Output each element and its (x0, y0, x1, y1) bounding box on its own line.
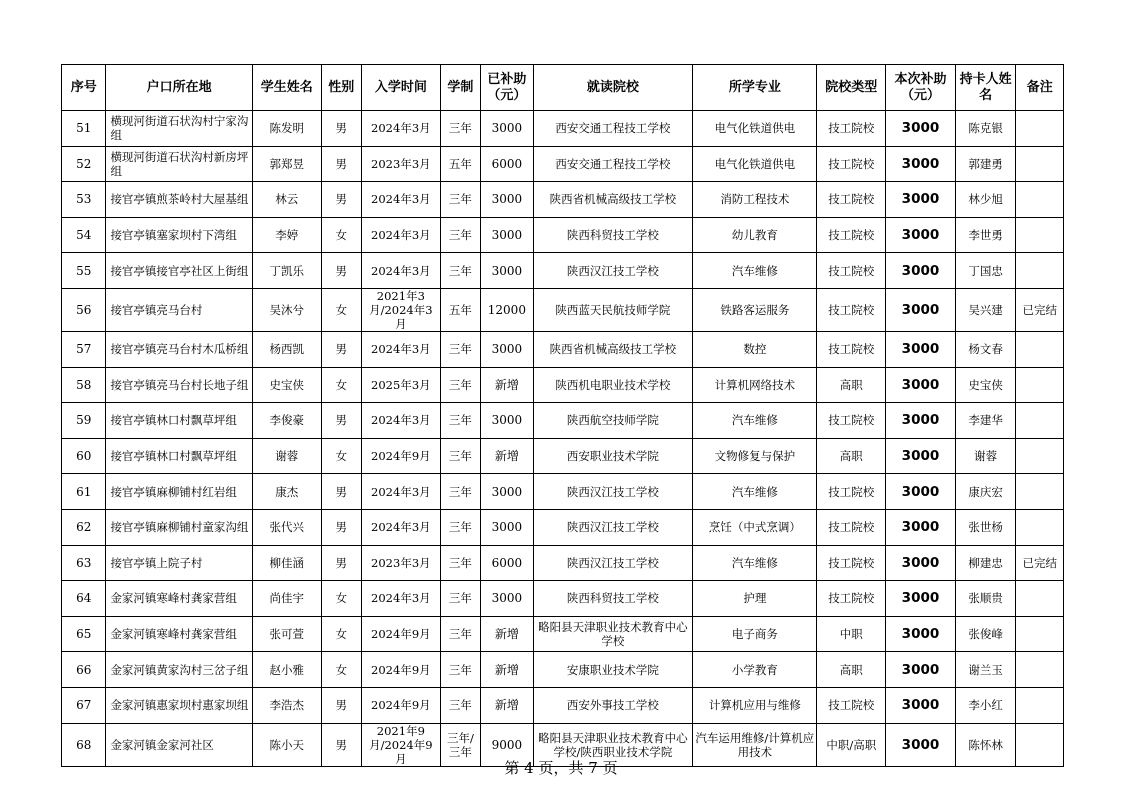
cell-note: 已完结 (1016, 545, 1064, 581)
cell-address: 接官亭镇亮马台村长地子组 (106, 367, 252, 403)
cell-current-amount: 3000 (886, 687, 956, 723)
cell-student-name: 林云 (252, 182, 321, 218)
cell-school: 陕西蓝天民航技师学院 (533, 288, 693, 331)
cell-duration: 三年 (440, 111, 480, 147)
cell-cardholder: 陈怀林 (955, 723, 1016, 766)
header-cell-paid: 已补助（元） (481, 65, 534, 111)
cell-student-name: 尚佳宇 (252, 581, 321, 617)
table-row (62, 253, 1064, 289)
cell-major: 数控 (693, 331, 817, 367)
cell-no: 58 (62, 367, 106, 403)
header-cell-amount: 本次补助（元） (886, 65, 956, 111)
cell-gender: 女 (321, 581, 361, 617)
cell-school: 西安职业技术学院 (533, 438, 693, 474)
cell-school-type: 技工院校 (817, 403, 886, 439)
cell-cardholder: 谢兰玉 (955, 652, 1016, 688)
cell-student-name: 柳佳涵 (252, 545, 321, 581)
table-row (62, 182, 1064, 218)
cell-paid-amount: 6000 (481, 545, 534, 581)
cell-paid-amount: 3000 (481, 403, 534, 439)
cell-no: 60 (62, 438, 106, 474)
cell-school: 陕西汉江技工学校 (533, 545, 693, 581)
cell-address: 金家河镇黄家沟村三岔子组 (106, 652, 252, 688)
cell-paid-amount: 新增 (481, 438, 534, 474)
cell-enroll-date: 2021年9月/2024年9月 (361, 723, 440, 766)
cell-note (1016, 616, 1064, 652)
cell-note: 已完结 (1016, 288, 1064, 331)
cell-duration: 三年 (440, 367, 480, 403)
cell-student-name: 陈发明 (252, 111, 321, 147)
cell-school-type: 技工院校 (817, 111, 886, 147)
cell-major: 汽车维修 (693, 253, 817, 289)
cell-school-type: 技工院校 (817, 217, 886, 253)
cell-school: 陕西机电职业技术学校 (533, 367, 693, 403)
cell-student-name: 杨西凯 (252, 331, 321, 367)
cell-school-type: 高职 (817, 652, 886, 688)
cell-school-type: 技工院校 (817, 253, 886, 289)
cell-cardholder: 林少旭 (955, 182, 1016, 218)
cell-current-amount: 3000 (886, 288, 956, 331)
cell-cardholder: 陈克银 (955, 111, 1016, 147)
header-cell-duration: 学制 (440, 65, 480, 111)
cell-cardholder: 张俊峰 (955, 616, 1016, 652)
cell-gender: 男 (321, 403, 361, 439)
cell-gender: 男 (321, 723, 361, 766)
cell-school-type: 高职 (817, 438, 886, 474)
cell-no: 57 (62, 331, 106, 367)
cell-major: 文物修复与保护 (693, 438, 817, 474)
cell-enroll-date: 2024年9月 (361, 687, 440, 723)
cell-student-name: 张代兴 (252, 509, 321, 545)
cell-current-amount: 3000 (886, 146, 956, 182)
cell-school: 安康职业技术学院 (533, 652, 693, 688)
cell-cardholder: 李建华 (955, 403, 1016, 439)
cell-paid-amount: 3000 (481, 253, 534, 289)
cell-school-type: 技工院校 (817, 474, 886, 510)
cell-note (1016, 403, 1064, 439)
cell-note (1016, 687, 1064, 723)
table-row (62, 403, 1064, 439)
header-cell-address: 户口所在地 (106, 65, 252, 111)
cell-school: 陕西省机械高级技工学校 (533, 331, 693, 367)
cell-student-name: 李俊豪 (252, 403, 321, 439)
cell-duration: 三年 (440, 253, 480, 289)
cell-address: 接官亭镇亮马台村 (106, 288, 252, 331)
cell-enroll-date: 2024年3月 (361, 217, 440, 253)
cell-school-type: 技工院校 (817, 182, 886, 218)
cell-current-amount: 3000 (886, 474, 956, 510)
footer-suffix: 页 (602, 759, 618, 777)
header-cell-note: 备注 (1016, 65, 1064, 111)
cell-major: 幼儿教育 (693, 217, 817, 253)
cell-no: 52 (62, 146, 106, 182)
cell-paid-amount: 3000 (481, 217, 534, 253)
cell-note (1016, 509, 1064, 545)
cell-no: 68 (62, 723, 106, 766)
cell-address: 接官亭镇林口村飘草坪组 (106, 403, 252, 439)
table-row (62, 509, 1064, 545)
cell-gender: 男 (321, 474, 361, 510)
header-cell-enroll: 入学时间 (361, 65, 440, 111)
cell-address: 金家河镇惠家坝村惠家坝组 (106, 687, 252, 723)
cell-address: 接官亭镇麻柳铺村童家沟组 (106, 509, 252, 545)
cell-no: 64 (62, 581, 106, 617)
footer-page-number: 4 (524, 759, 534, 777)
cell-major: 电气化铁道供电 (693, 146, 817, 182)
cell-address: 金家河镇金家河社区 (106, 723, 252, 766)
cell-address: 接官亭镇麻柳铺村红岩组 (106, 474, 252, 510)
cell-gender: 女 (321, 616, 361, 652)
cell-current-amount: 3000 (886, 545, 956, 581)
cell-no: 61 (62, 474, 106, 510)
cell-gender: 男 (321, 545, 361, 581)
cell-paid-amount: 新增 (481, 652, 534, 688)
subsidy-table (61, 64, 1064, 767)
header-cell-no: 序号 (62, 65, 106, 111)
cell-school: 陕西汉江技工学校 (533, 474, 693, 510)
cell-school: 陕西汉江技工学校 (533, 253, 693, 289)
cell-address: 接官亭镇上院子村 (106, 545, 252, 581)
table-row (62, 474, 1064, 510)
cell-school: 略阳县天津职业技术教育中心学校/陕西职业技术学院 (533, 723, 693, 766)
cell-school-type: 技工院校 (817, 146, 886, 182)
cell-current-amount: 3000 (886, 217, 956, 253)
cell-duration: 三年 (440, 438, 480, 474)
cell-no: 53 (62, 182, 106, 218)
cell-duration: 五年 (440, 288, 480, 331)
cell-duration: 三年 (440, 217, 480, 253)
cell-school-type: 技工院校 (817, 509, 886, 545)
cell-school: 西安交通工程技工学校 (533, 146, 693, 182)
table-row (62, 288, 1064, 331)
cell-duration: 三年 (440, 331, 480, 367)
cell-note (1016, 146, 1064, 182)
cell-cardholder: 张顺贵 (955, 581, 1016, 617)
cell-no: 55 (62, 253, 106, 289)
table-row (62, 331, 1064, 367)
cell-note (1016, 182, 1064, 218)
cell-student-name: 赵小雅 (252, 652, 321, 688)
footer-prefix: 第 (504, 759, 520, 777)
cell-student-name: 郭郑昱 (252, 146, 321, 182)
cell-paid-amount: 3000 (481, 182, 534, 218)
cell-no: 66 (62, 652, 106, 688)
cell-duration: 三年 (440, 474, 480, 510)
cell-major: 汽车运用维修/计算机应用技术 (693, 723, 817, 766)
cell-student-name: 李浩杰 (252, 687, 321, 723)
cell-school-type: 中职 (817, 616, 886, 652)
cell-note (1016, 331, 1064, 367)
cell-address: 金家河镇寒峰村龚家营组 (106, 616, 252, 652)
cell-address: 接官亭镇亮马台村木瓜桥组 (106, 331, 252, 367)
cell-enroll-date: 2024年9月 (361, 438, 440, 474)
cell-paid-amount: 3000 (481, 474, 534, 510)
cell-paid-amount: 3000 (481, 331, 534, 367)
table-row (62, 687, 1064, 723)
cell-paid-amount: 3000 (481, 111, 534, 147)
cell-enroll-date: 2024年3月 (361, 182, 440, 218)
table-row (62, 652, 1064, 688)
cell-cardholder: 谢蓉 (955, 438, 1016, 474)
table-row (62, 616, 1064, 652)
footer-mid: 页，共 (538, 759, 584, 777)
cell-student-name: 康杰 (252, 474, 321, 510)
cell-major: 烹饪（中式烹调） (693, 509, 817, 545)
cell-gender: 女 (321, 652, 361, 688)
cell-no: 59 (62, 403, 106, 439)
cell-paid-amount: 新增 (481, 367, 534, 403)
cell-paid-amount: 3000 (481, 581, 534, 617)
cell-gender: 男 (321, 111, 361, 147)
cell-address: 横现河街道石状沟村新房坪组 (106, 146, 252, 182)
cell-gender: 男 (321, 146, 361, 182)
cell-cardholder: 李小红 (955, 687, 1016, 723)
cell-duration: 三年 (440, 182, 480, 218)
cell-duration: 三年/三年 (440, 723, 480, 766)
cell-cardholder: 吴兴建 (955, 288, 1016, 331)
cell-current-amount: 3000 (886, 182, 956, 218)
cell-cardholder: 柳建忠 (955, 545, 1016, 581)
cell-enroll-date: 2023年3月 (361, 146, 440, 182)
cell-no: 51 (62, 111, 106, 147)
cell-no: 65 (62, 616, 106, 652)
footer-total-pages: 7 (588, 759, 598, 777)
table-row (62, 438, 1064, 474)
cell-paid-amount: 9000 (481, 723, 534, 766)
cell-no: 54 (62, 217, 106, 253)
cell-school-type: 中职/高职 (817, 723, 886, 766)
cell-duration: 三年 (440, 687, 480, 723)
table-row (62, 545, 1064, 581)
cell-duration: 三年 (440, 403, 480, 439)
cell-duration: 三年 (440, 616, 480, 652)
cell-note (1016, 581, 1064, 617)
cell-enroll-date: 2024年3月 (361, 581, 440, 617)
cell-gender: 男 (321, 331, 361, 367)
cell-address: 横现河街道石状沟村宁家沟组 (106, 111, 252, 147)
cell-school-type: 技工院校 (817, 581, 886, 617)
cell-enroll-date: 2021年3月/2024年3月 (361, 288, 440, 331)
header-cell-type: 院校类型 (817, 65, 886, 111)
cell-student-name: 陈小天 (252, 723, 321, 766)
cell-address: 接官亭镇塞家坝村下湾组 (106, 217, 252, 253)
cell-major: 计算机应用与维修 (693, 687, 817, 723)
cell-gender: 男 (321, 182, 361, 218)
table-row (62, 581, 1064, 617)
cell-cardholder: 丁国忠 (955, 253, 1016, 289)
cell-school-type: 技工院校 (817, 288, 886, 331)
header-cell-name: 学生姓名 (252, 65, 321, 111)
cell-enroll-date: 2024年3月 (361, 253, 440, 289)
cell-paid-amount: 6000 (481, 146, 534, 182)
cell-major: 铁路客运服务 (693, 288, 817, 331)
cell-address: 金家河镇寒峰村龚家营组 (106, 581, 252, 617)
table-row (62, 217, 1064, 253)
cell-major: 电子商务 (693, 616, 817, 652)
cell-gender: 男 (321, 687, 361, 723)
cell-enroll-date: 2023年3月 (361, 545, 440, 581)
cell-student-name: 吴沐兮 (252, 288, 321, 331)
cell-current-amount: 3000 (886, 723, 956, 766)
cell-enroll-date: 2025年3月 (361, 367, 440, 403)
cell-school: 西安外事技工学校 (533, 687, 693, 723)
cell-cardholder: 杨文春 (955, 331, 1016, 367)
cell-gender: 女 (321, 438, 361, 474)
cell-school-type: 技工院校 (817, 545, 886, 581)
cell-cardholder: 康庆宏 (955, 474, 1016, 510)
cell-gender: 女 (321, 288, 361, 331)
cell-paid-amount: 新增 (481, 687, 534, 723)
cell-note (1016, 438, 1064, 474)
header-row (62, 65, 1064, 111)
cell-cardholder: 史宝侠 (955, 367, 1016, 403)
cell-current-amount: 3000 (886, 367, 956, 403)
cell-major: 小学教育 (693, 652, 817, 688)
cell-paid-amount: 新增 (481, 616, 534, 652)
cell-current-amount: 3000 (886, 652, 956, 688)
cell-enroll-date: 2024年3月 (361, 474, 440, 510)
cell-school-type: 高职 (817, 367, 886, 403)
cell-gender: 女 (321, 367, 361, 403)
cell-school: 陕西汉江技工学校 (533, 509, 693, 545)
cell-note (1016, 111, 1064, 147)
table-row (62, 367, 1064, 403)
cell-current-amount: 3000 (886, 616, 956, 652)
header-cell-major: 所学专业 (693, 65, 817, 111)
cell-school: 西安交通工程技工学校 (533, 111, 693, 147)
cell-duration: 三年 (440, 652, 480, 688)
cell-no: 67 (62, 687, 106, 723)
cell-enroll-date: 2024年3月 (361, 331, 440, 367)
cell-address: 接官亭镇接官亭社区上街组 (106, 253, 252, 289)
header-cell-gender: 性别 (321, 65, 361, 111)
cell-current-amount: 3000 (886, 331, 956, 367)
cell-current-amount: 3000 (886, 581, 956, 617)
cell-school: 陕西航空技师学院 (533, 403, 693, 439)
header-cell-holder: 持卡人姓名 (955, 65, 1016, 111)
cell-student-name: 张可萱 (252, 616, 321, 652)
cell-current-amount: 3000 (886, 111, 956, 147)
cell-major: 电气化铁道供电 (693, 111, 817, 147)
cell-enroll-date: 2024年9月 (361, 652, 440, 688)
cell-major: 汽车维修 (693, 403, 817, 439)
cell-address: 接官亭镇煎茶岭村大屋基组 (106, 182, 252, 218)
cell-major: 汽车维修 (693, 474, 817, 510)
cell-current-amount: 3000 (886, 509, 956, 545)
cell-no: 62 (62, 509, 106, 545)
cell-gender: 女 (321, 217, 361, 253)
cell-major: 护理 (693, 581, 817, 617)
cell-paid-amount: 12000 (481, 288, 534, 331)
cell-no: 63 (62, 545, 106, 581)
cell-student-name: 丁凯乐 (252, 253, 321, 289)
cell-enroll-date: 2024年3月 (361, 111, 440, 147)
header-cell-school: 就读院校 (533, 65, 693, 111)
cell-note (1016, 474, 1064, 510)
cell-address: 接官亭镇林口村飘草坪组 (106, 438, 252, 474)
table-header (62, 65, 1064, 111)
cell-paid-amount: 3000 (481, 509, 534, 545)
cell-school: 陕西科贸技工学校 (533, 581, 693, 617)
cell-cardholder: 张世杨 (955, 509, 1016, 545)
cell-current-amount: 3000 (886, 403, 956, 439)
cell-note (1016, 652, 1064, 688)
cell-school: 陕西科贸技工学校 (533, 217, 693, 253)
cell-major: 消防工程技术 (693, 182, 817, 218)
cell-note (1016, 217, 1064, 253)
cell-enroll-date: 2024年3月 (361, 403, 440, 439)
cell-duration: 三年 (440, 545, 480, 581)
cell-note (1016, 253, 1064, 289)
cell-duration: 五年 (440, 146, 480, 182)
cell-duration: 三年 (440, 581, 480, 617)
page-footer (0, 757, 1122, 778)
cell-note (1016, 367, 1064, 403)
table-row (62, 146, 1064, 182)
cell-enroll-date: 2024年3月 (361, 509, 440, 545)
cell-no: 56 (62, 288, 106, 331)
cell-enroll-date: 2024年9月 (361, 616, 440, 652)
cell-current-amount: 3000 (886, 253, 956, 289)
cell-student-name: 谢蓉 (252, 438, 321, 474)
cell-school-type: 技工院校 (817, 687, 886, 723)
cell-school: 陕西省机械高级技工学校 (533, 182, 693, 218)
cell-student-name: 史宝侠 (252, 367, 321, 403)
cell-student-name: 李婷 (252, 217, 321, 253)
cell-major: 汽车维修 (693, 545, 817, 581)
cell-duration: 三年 (440, 509, 480, 545)
cell-gender: 男 (321, 253, 361, 289)
cell-school: 略阳县天津职业技术教育中心学校 (533, 616, 693, 652)
cell-major: 计算机网络技术 (693, 367, 817, 403)
cell-school-type: 技工院校 (817, 331, 886, 367)
table-row (62, 111, 1064, 147)
cell-cardholder: 郭建勇 (955, 146, 1016, 182)
table-body (62, 111, 1064, 767)
cell-current-amount: 3000 (886, 438, 956, 474)
cell-gender: 男 (321, 509, 361, 545)
cell-cardholder: 李世勇 (955, 217, 1016, 253)
